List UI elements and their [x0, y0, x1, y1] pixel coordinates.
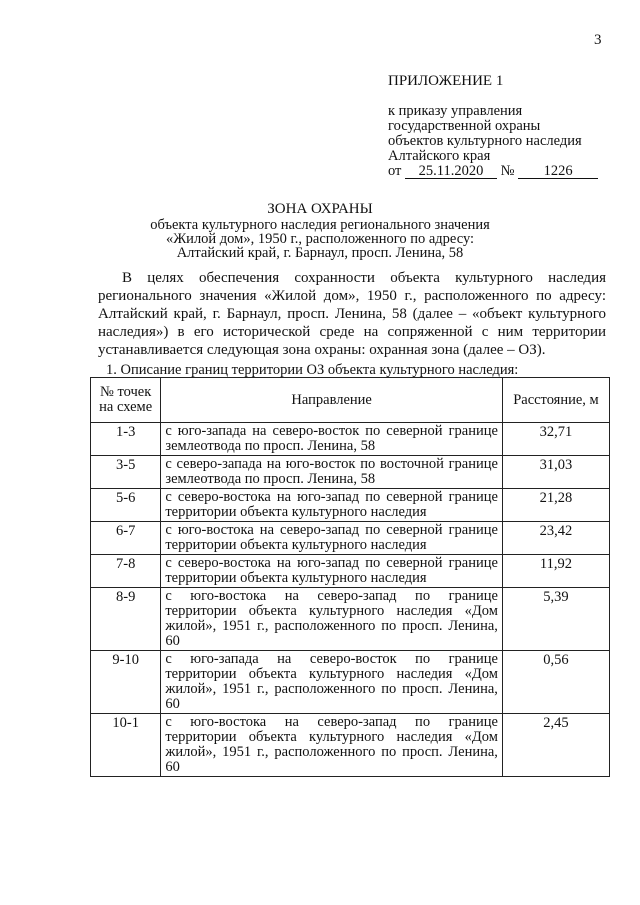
table-row — [91, 423, 610, 456]
annex-heading: ПРИЛОЖЕНИЕ 1 — [388, 73, 504, 89]
title-line: «Жилой дом», 1950 г., расположенного по адресу: — [165, 231, 475, 247]
title-heading: ЗОНА ОХРАНЫ — [267, 201, 373, 217]
cell-points: 10-1 — [91, 714, 161, 777]
cell-direction: с юго-востока на северо-запад по северной границе территории объекта культурного наследия — [161, 522, 503, 555]
number-sign: № — [500, 163, 515, 179]
cell-direction: с юго-востока на северо-запад по границе территории объекта культурного наследия «Дом жилой», 1951 г., расположенного по просп. Ленина, 60 — [161, 714, 503, 777]
annex-line: Алтайского края — [388, 148, 491, 164]
order-number: 1226 — [518, 164, 598, 179]
cell-distance: 2,45 — [502, 714, 609, 777]
cell-distance: 21,28 — [502, 489, 609, 522]
cell-direction: с северо-запада на юго-восток по восточной границе землеотвода по просп. Ленина, 58 — [161, 456, 503, 489]
title-line: объекта культурного наследия регионального значения — [150, 217, 490, 233]
cell-direction: с юго-запада на северо-восток по границе территории объекта культурного наследия «Дом жилой», 1951 г., расположенного по просп. Ленина, 60 — [161, 651, 503, 714]
cell-distance: 31,03 — [502, 456, 609, 489]
date-prefix: от — [388, 163, 402, 179]
cell-points: 8-9 — [91, 588, 161, 651]
order-date: 25.11.2020 — [405, 164, 497, 179]
cell-distance: 0,56 — [502, 651, 609, 714]
cell-direction: с северо-востока на юго-запад по северной границе территории объекта культурного наследия — [161, 489, 503, 522]
annex-date-line — [388, 164, 598, 179]
boundary-table — [90, 377, 610, 777]
cell-points: 9-10 — [91, 651, 161, 714]
cell-points: 5-6 — [91, 489, 161, 522]
cell-points: 7-8 — [91, 555, 161, 588]
table-caption: 1. Описание границ территории ОЗ объекта культурного наследия: — [106, 362, 519, 378]
annex-line: к приказу управления — [388, 103, 523, 119]
table-row — [91, 489, 610, 522]
cell-distance: 5,39 — [502, 588, 609, 651]
table-row — [91, 714, 610, 777]
cell-distance: 23,42 — [502, 522, 609, 555]
annex-line: объектов культурного наследия — [388, 133, 582, 149]
table-row — [91, 456, 610, 489]
intro-paragraph: В целях обеспечения сохранности объекта культурного наследия регионального значения «Жилой дом», 1950 г., расположенного по адресу: Алтайский край, г. Барнаул, просп. Ленина, 58 (далее – «объект культурного наследия») в его исторической среде на сопряженной с ним территории устанавливается следующая зона охраны: охранная зона (далее – ОЗ). — [98, 270, 606, 358]
header-points: № точек на схеме — [91, 378, 161, 423]
cell-points: 3-5 — [91, 456, 161, 489]
annex-block — [388, 74, 598, 179]
page-number: 3 — [594, 32, 602, 48]
header-distance: Расстояние, м — [502, 378, 609, 423]
table-row — [91, 588, 610, 651]
table-row — [91, 555, 610, 588]
cell-distance: 11,92 — [502, 555, 609, 588]
cell-distance: 32,71 — [502, 423, 609, 456]
annex-line: государственной охраны — [388, 118, 541, 134]
table-header-row — [91, 378, 610, 423]
cell-direction: с юго-запада на северо-восток по северной границе землеотвода по просп. Ленина, 58 — [161, 423, 503, 456]
cell-direction: с юго-востока на северо-запад по границе территории объекта культурного наследия «Дом жилой», 1951 г., расположенного по просп. Ленина, 60 — [161, 588, 503, 651]
cell-points: 6-7 — [91, 522, 161, 555]
cell-points: 1-3 — [91, 423, 161, 456]
header-direction: Направление — [161, 378, 503, 423]
document-title — [0, 202, 640, 260]
table-row — [91, 651, 610, 714]
cell-direction: с северо-востока на юго-запад по северной границе территории объекта культурного наследия — [161, 555, 503, 588]
table-row — [91, 522, 610, 555]
title-line: Алтайский край, г. Барнаул, просп. Ленина, 58 — [176, 245, 464, 261]
